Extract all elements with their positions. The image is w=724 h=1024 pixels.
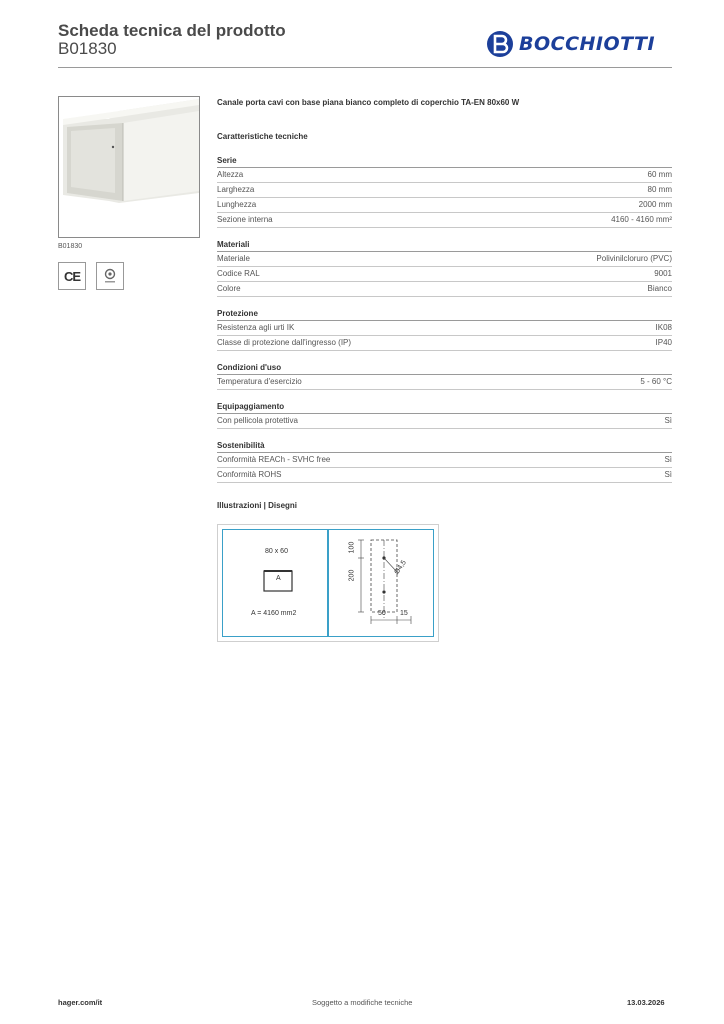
spec-row: Sezione interna 4160 - 4160 mm²: [217, 213, 672, 228]
spec-row: Altezza 60 mm: [217, 168, 672, 183]
illustrations-box: [217, 524, 439, 642]
spec-group-condizioni: [217, 362, 672, 390]
tech-heading: Caratteristiche tecniche: [217, 132, 308, 141]
spec-content: [217, 96, 672, 513]
spec-group-protezione: [217, 308, 672, 351]
spec-group-equipaggiamento: [217, 401, 672, 429]
group-title: Condizioni d'uso: [217, 362, 672, 375]
page-title: Scheda tecnica del prodotto: [58, 21, 286, 40]
brand-logo-icon: [486, 30, 514, 58]
footer-note: Soggetto a modifiche tecniche: [312, 998, 413, 1007]
section-drawing: [222, 529, 328, 637]
illustrations-heading: Illustrazioni | Disegni: [217, 501, 298, 510]
spec-row: Con pellicola protettiva Sì: [217, 414, 672, 429]
product-photo: [58, 96, 200, 238]
dim-label: 100: [348, 541, 356, 554]
area-label: A = 4160 mm2: [251, 610, 297, 617]
dim-label: 50: [378, 610, 386, 617]
dim-label: 15: [400, 610, 408, 617]
fixing-diagram: [331, 534, 431, 632]
spec-row: Resistenza agli urti IK IK08: [217, 321, 672, 336]
spec-group-serie: [217, 155, 672, 228]
spec-row: Colore Bianco: [217, 282, 672, 297]
header-divider: [58, 67, 672, 68]
spec-group-materiali: [217, 239, 672, 297]
brand-logo: [486, 28, 668, 60]
ce-mark-icon: CE: [58, 262, 86, 290]
section-letter: A: [276, 575, 281, 582]
product-description: Canale porta cavi con base piana bianco completo di coperchio TA-EN 80x60 W: [217, 98, 520, 107]
section-size-label: 80 x 60: [265, 548, 288, 555]
brand-name: BOCCHIOTTI: [519, 33, 656, 55]
spec-row: Conformità REACh - SVHC free Sì: [217, 453, 672, 468]
footer-site-link[interactable]: hager.com/it: [58, 998, 103, 1007]
spec-row: Conformità ROHS Sì: [217, 468, 672, 483]
group-title: Equipaggiamento: [217, 401, 672, 414]
spec-row: Materiale Polivinilcloruro (PVC): [217, 252, 672, 267]
spec-row: Codice RAL 9001: [217, 267, 672, 282]
spec-row: Larghezza 80 mm: [217, 183, 672, 198]
dim-label: Ø4,5: [393, 559, 408, 576]
group-title: Serie: [217, 155, 672, 168]
group-title: Materiali: [217, 239, 672, 252]
spec-row: Temperatura d'esercizio 5 - 60 °C: [217, 375, 672, 390]
group-title: Sostenibilità: [217, 440, 672, 453]
fixing-drawing: [328, 529, 434, 637]
group-title: Protezione: [217, 308, 672, 321]
image-caption: B01830: [58, 243, 83, 250]
spec-group-sostenibilita: [217, 440, 672, 483]
spec-row: Lunghezza 2000 mm: [217, 198, 672, 213]
product-code: B01830: [58, 39, 117, 58]
imq-mark-icon: [96, 262, 124, 290]
dim-label: 200: [348, 569, 356, 582]
footer-date: 13.03.2026: [627, 998, 665, 1007]
spec-row: Classe di protezione dall'ingresso (IP) IP40: [217, 336, 672, 351]
